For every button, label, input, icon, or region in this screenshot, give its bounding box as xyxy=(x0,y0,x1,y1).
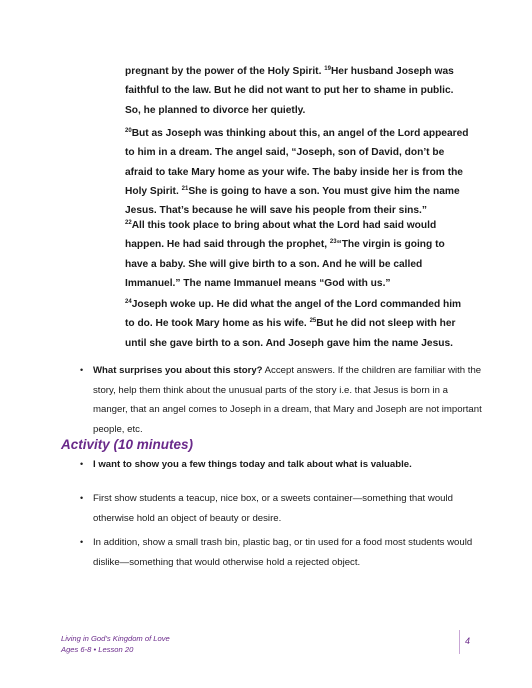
scripture-paragraph-3 xyxy=(125,216,470,293)
verse-number: 22 xyxy=(125,220,132,226)
bullet-bold-text: I want to show you a few things today and talk about what is valuable. xyxy=(93,459,412,470)
verse-number: 19 xyxy=(324,66,331,72)
verse-number: 20 xyxy=(125,128,132,134)
scripture-paragraph-4 xyxy=(125,295,470,353)
verse-number: 23 xyxy=(329,239,337,246)
scripture-paragraph-2 xyxy=(125,124,470,220)
footer-subtitle: Ages 6-8 • Lesson 20 xyxy=(61,645,134,654)
footer-divider xyxy=(459,630,460,654)
bullet-icon: • xyxy=(80,537,84,547)
footer xyxy=(61,633,170,655)
bullet-bold-text: What surprises you about this story? xyxy=(93,365,263,376)
bullet-icon: • xyxy=(80,493,84,503)
bullet-icon: • xyxy=(80,459,84,469)
scripture-text: Joseph woke up. He did what the angel of the Lord commanded him to do. He took Mary home as his wife. xyxy=(125,299,462,330)
scripture-text: Her husband Joseph was faithful to the law. But he did not want to put her to shame in public. So, he planned to divorce her quietly. xyxy=(125,66,454,116)
scripture-text: But as Joseph was thinking about this, an angel of the Lord appeared to him in a dream. The angel said, “Joseph, son of David, don’t be afraid to take Mary home as your wife. The baby inside her is from the Holy Spirit. xyxy=(125,128,469,197)
scripture-text: All this took place to bring about what the Lord had said would happen. He had said through the prophet, xyxy=(125,220,437,251)
verse-number: 25 xyxy=(309,318,317,325)
verse-number: 21 xyxy=(181,185,189,192)
section-heading: Activity (10 minutes) xyxy=(61,437,194,452)
scripture-text: She is going to have a son. You must give him the name Jesus. That’s because he will save his people from their sins.” xyxy=(125,185,460,217)
page-number: 4 xyxy=(465,636,471,646)
bullet-text: First show students a teacup, nice box, or a sweets container—something that would otherwise hold an object of beauty or desire. xyxy=(93,493,453,524)
scripture-text: “The virgin is going to have a baby. She will give birth to a son. And he will be called Immanuel.” The name Immanuel means “God with us.” xyxy=(125,239,445,289)
scripture-paragraph-1 xyxy=(125,62,470,120)
bullet-text: In addition, show a small trash bin, plastic bag, or tin used for a food most students would dislike—something that would otherwise hold a rejected object. xyxy=(93,537,473,568)
verse-number: 24 xyxy=(125,299,132,305)
bullet-text: Accept answers. If the children are familiar with the story, help them think about the unusual parts of the story i.e. that Jesus is born in a manger, that an angel comes to Joseph in a dream, that Mary and Joseph are not important people, etc. xyxy=(93,365,482,435)
footer-title: Living in God’s Kingdom of Love xyxy=(61,634,170,643)
scripture-text: pregnant by the power of the Holy Spirit. xyxy=(125,66,322,77)
bullet-icon: • xyxy=(80,365,84,375)
scripture-text: But he did not sleep with her until she gave birth to a son. And Joseph gave him the name Jesus. xyxy=(125,318,456,349)
